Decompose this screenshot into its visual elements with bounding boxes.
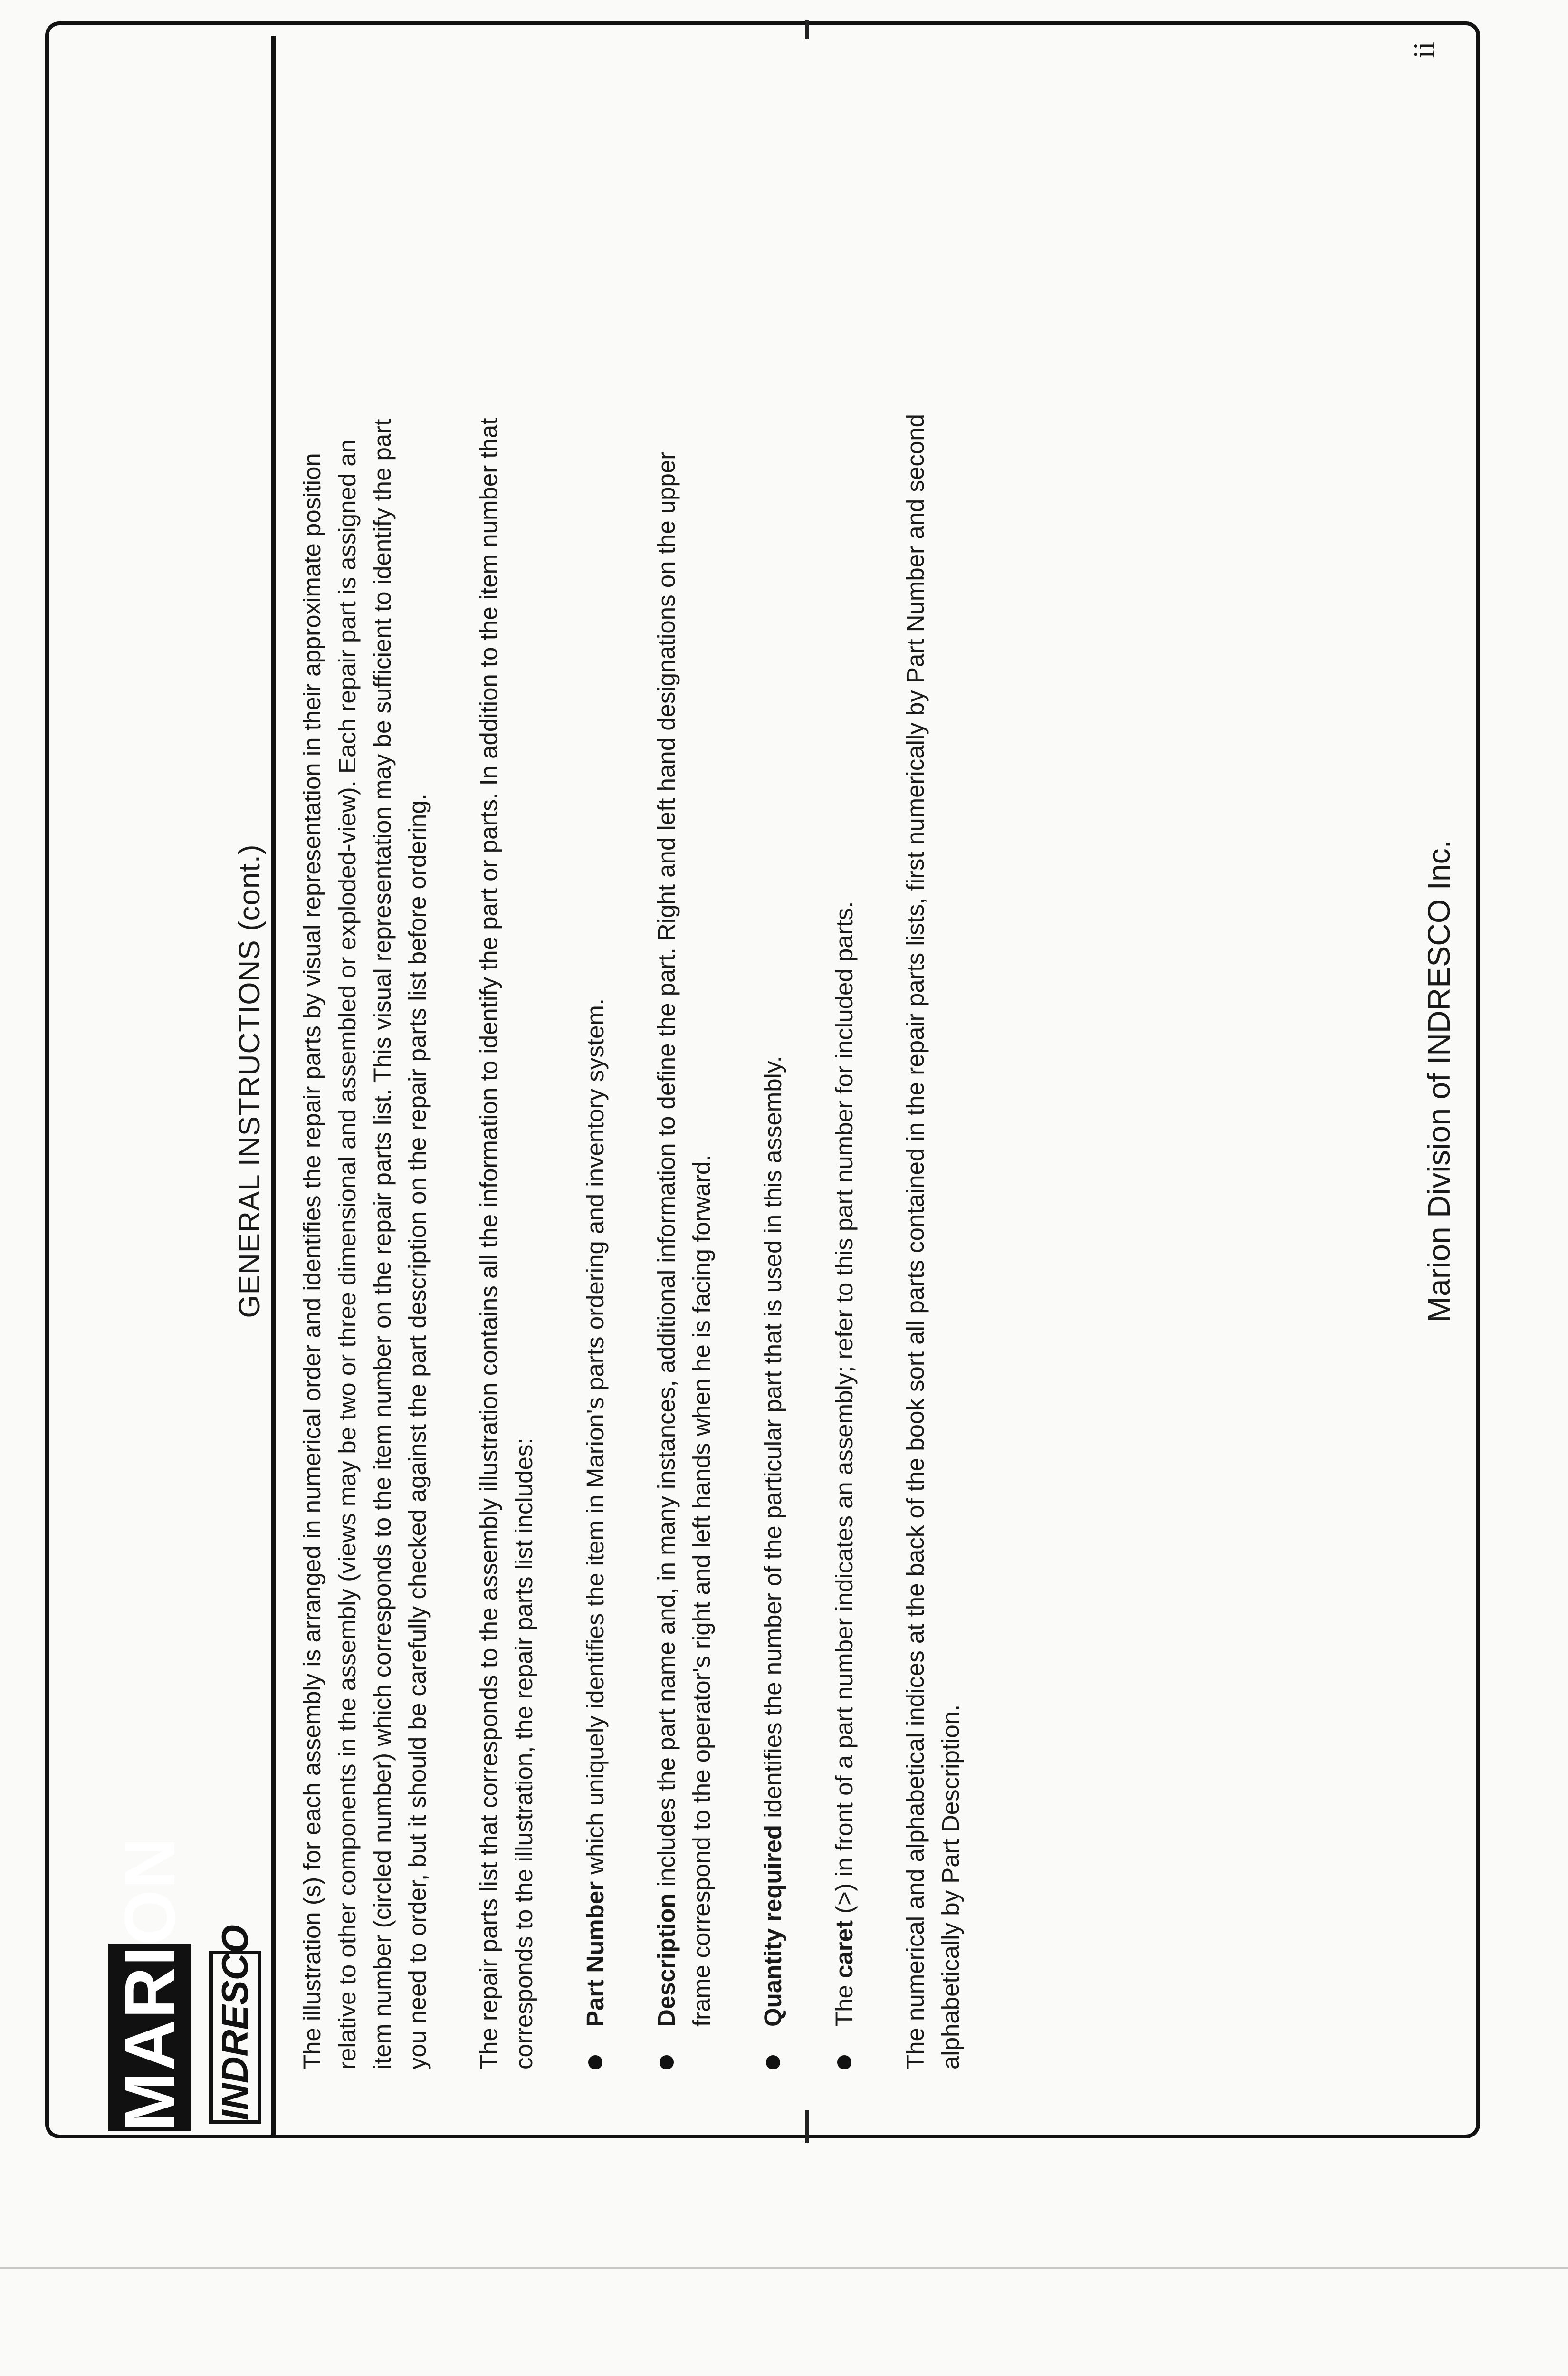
logo-indresco-text: INDRESCO bbox=[209, 1951, 261, 2124]
bullet-dot bbox=[837, 2055, 851, 2069]
rotated-page-content bbox=[48, 24, 1473, 2138]
closing-paragraph: The numerical and alphabetical indices at the back of the book sort all parts contained in the repair parts lists, first numerically by Part Number and second alphabetically by Part Description. bbox=[902, 414, 964, 2069]
page-title: GENERAL INSTRUCTIONS (cont.) bbox=[233, 844, 266, 1318]
bullet-text: includes the part name and, in many instances, additional information to define the part. Right and left hand designations on the upper frame correspond to the operator's right and left hands when he is facing forward. bbox=[653, 451, 715, 2027]
bullet-description bbox=[649, 406, 719, 2069]
bullet-text: which uniquely identifies the item in Marion's parts ordering and inventory system. bbox=[582, 998, 609, 1881]
bullet-dot bbox=[660, 2055, 674, 2069]
logo-marion-text: MARION bbox=[108, 1944, 191, 2131]
bullet-prefix: The bbox=[831, 1978, 858, 2027]
header-rule bbox=[271, 36, 276, 1936]
footer-company: Marion Division of INDRESCO Inc. bbox=[1421, 840, 1456, 1322]
page-number: ii bbox=[1407, 41, 1441, 58]
bullet-part-number bbox=[578, 406, 613, 2069]
bullet-caret bbox=[827, 406, 862, 2069]
bullet-dot bbox=[766, 2055, 780, 2069]
bullet-term: Part Number bbox=[582, 1881, 609, 2027]
bullet-term: Description bbox=[653, 1893, 680, 2027]
marion-indresco-logo bbox=[100, 1836, 276, 2138]
bullet-term: Quantity required bbox=[759, 1824, 786, 2027]
intro-paragraph: The illustration (s) for each assembly is arranged in numerical order and identifies the repair parts by visual representation in their approximate position relative to other components in the assembly (views may be two or three dimensional and assembled or exploded-view). Each repair part is assigned an item number (circled number) which corresponds to the item number on the repair parts list. This visual representation may be sufficient to identify the part you need to order, but it should be carefully checked against the part description on the repair parts list before ordering. bbox=[298, 419, 431, 2069]
bullet-term: caret bbox=[831, 1920, 858, 1978]
bullet-dot bbox=[588, 2055, 602, 2069]
bullet-quantity-required bbox=[755, 406, 791, 2069]
bullet-text: identifies the number of the particular part that is used in this assembly. bbox=[759, 1056, 786, 1825]
bullet-text: (>) in front of a part number indicates an assembly; refer to this part number for included parts. bbox=[831, 901, 858, 1921]
scan-artifact-line bbox=[0, 2267, 1568, 2269]
list-intro-paragraph: The repair parts list that corresponds to the assembly illustration contains all the information to identify the part or parts. In addition to the item number that corresponds to the illustration, the repair parts list includes: bbox=[475, 418, 537, 2069]
instructions-body bbox=[295, 406, 1004, 2069]
